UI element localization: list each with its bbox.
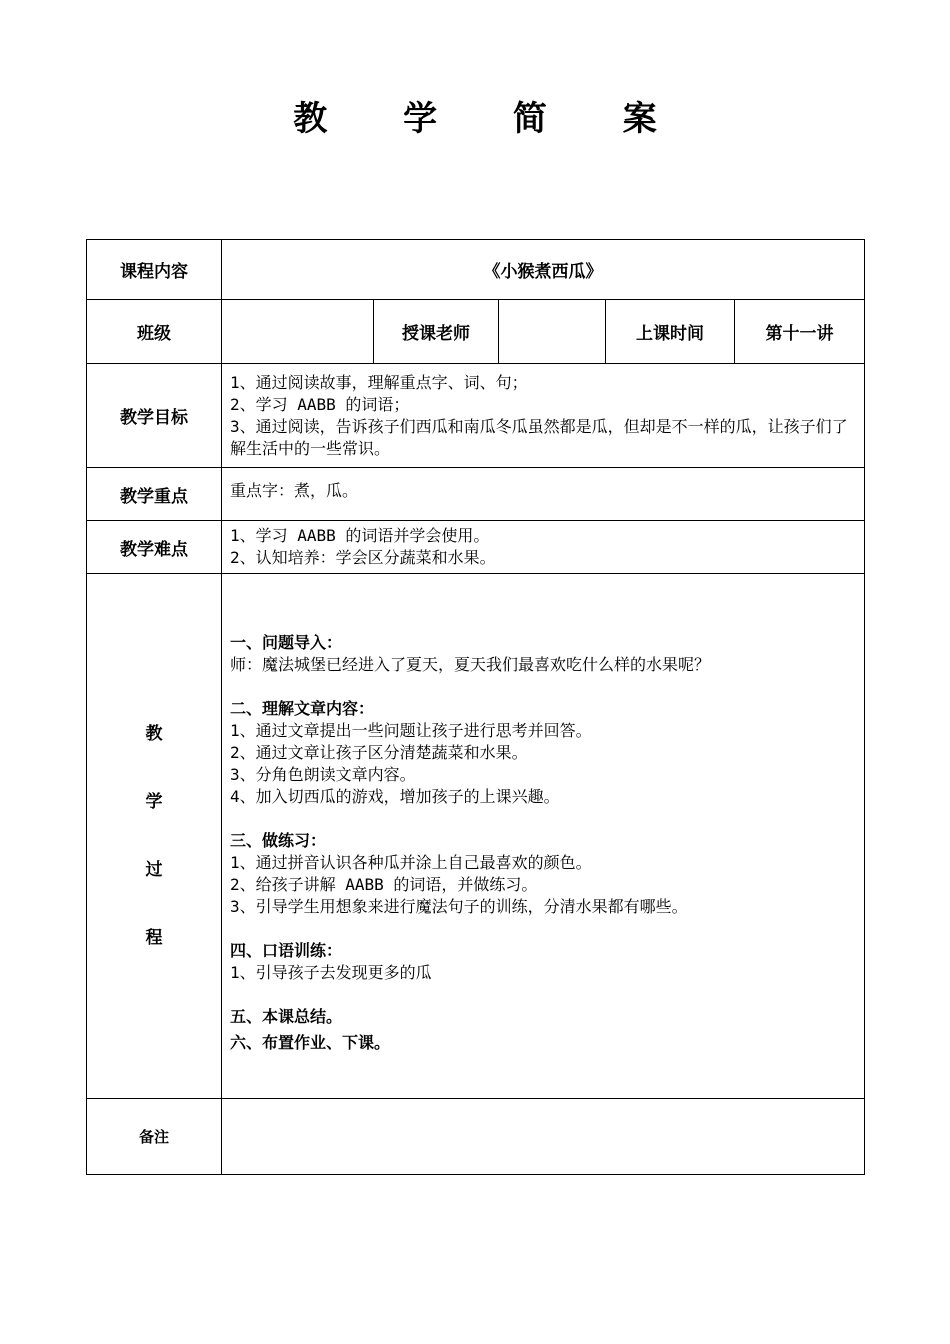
page-title: 教 学 简 案	[293, 99, 689, 139]
process-content	[222, 574, 865, 1099]
row-difficulties	[87, 521, 865, 574]
row-key-points	[87, 468, 865, 521]
class-value	[222, 300, 374, 364]
process-item: 师：魔法城堡已经进入了夏天，夏天我们最喜欢吃什么样的水果呢？	[230, 655, 711, 674]
teacher-value	[499, 300, 606, 364]
difficulty-line: 2、认知培养：学会区分蔬菜和水果。	[230, 548, 496, 567]
key-points-label: 教学重点	[87, 468, 222, 521]
process-item: 1、通过拼音认识各种瓜并涂上自己最喜欢的颜色。	[230, 853, 592, 872]
time-label: 上课时间	[606, 300, 735, 364]
lesson-plan-table	[86, 239, 865, 1175]
key-points-text: 重点字：煮，瓜。	[222, 468, 865, 521]
process-item: 4、加入切西瓜的游戏，增加孩子的上课兴趣。	[230, 787, 560, 806]
difficulties-label: 教学难点	[87, 521, 222, 574]
remarks-label: 备注	[87, 1099, 222, 1175]
process-item: 2、给孩子讲解 AABB 的词语，并做练习。	[230, 875, 538, 894]
goal-line: 2、学习 AABB 的词语；	[230, 394, 410, 414]
process-label-char: 学	[145, 792, 163, 812]
teacher-label: 授课老师	[374, 300, 499, 364]
section-title: 一、问题导入：	[230, 633, 343, 652]
time-value: 第十一讲	[735, 300, 865, 364]
class-label: 班级	[87, 300, 222, 364]
course-label: 课程内容	[87, 240, 222, 300]
process-item: 1、引导孩子去发现更多的瓜	[230, 963, 432, 982]
goal-line: 1、通过阅读故事，理解重点字、词、句；	[230, 372, 528, 392]
course-value: 《小猴煮西瓜》	[222, 240, 865, 300]
section-title: 二、理解文章内容：	[230, 699, 375, 718]
difficulty-line: 1、学习 AABB 的词语并学会使用。	[230, 526, 490, 545]
process-item: 3、分角色朗读文章内容。	[230, 765, 416, 784]
section-title: 六、布置作业、下课。	[230, 1033, 391, 1052]
process-item: 3、引导学生用想象来进行魔法句子的训练，分清水果都有哪些。	[230, 897, 688, 916]
process-item: 2、通过文章让孩子区分清楚蔬菜和水果。	[230, 743, 528, 762]
process-label-char: 程	[145, 928, 163, 948]
section-title: 四、口语训练：	[230, 941, 343, 960]
goal-line: 3、通过阅读，告诉孩子们西瓜和南瓜冬瓜虽然都是瓜，但却是不一样的瓜，让孩子们了解生活中的一些常识。	[230, 416, 848, 458]
goals-content	[222, 364, 865, 468]
process-item: 1、通过文章提出一些问题让孩子进行思考并回答。	[230, 721, 592, 740]
goals-label: 教学目标	[87, 364, 222, 468]
process-label	[87, 574, 222, 1099]
row-course	[87, 240, 865, 300]
remarks-value	[222, 1099, 865, 1175]
row-process	[87, 574, 865, 1099]
row-remarks	[87, 1099, 865, 1175]
row-goals	[87, 364, 865, 468]
process-label-char: 教	[145, 724, 163, 744]
row-class	[87, 300, 865, 364]
section-title: 三、做练习：	[230, 831, 327, 850]
process-label-char: 过	[145, 860, 163, 880]
section-title: 五、本课总结。	[230, 1007, 343, 1026]
difficulties-content	[222, 521, 865, 574]
